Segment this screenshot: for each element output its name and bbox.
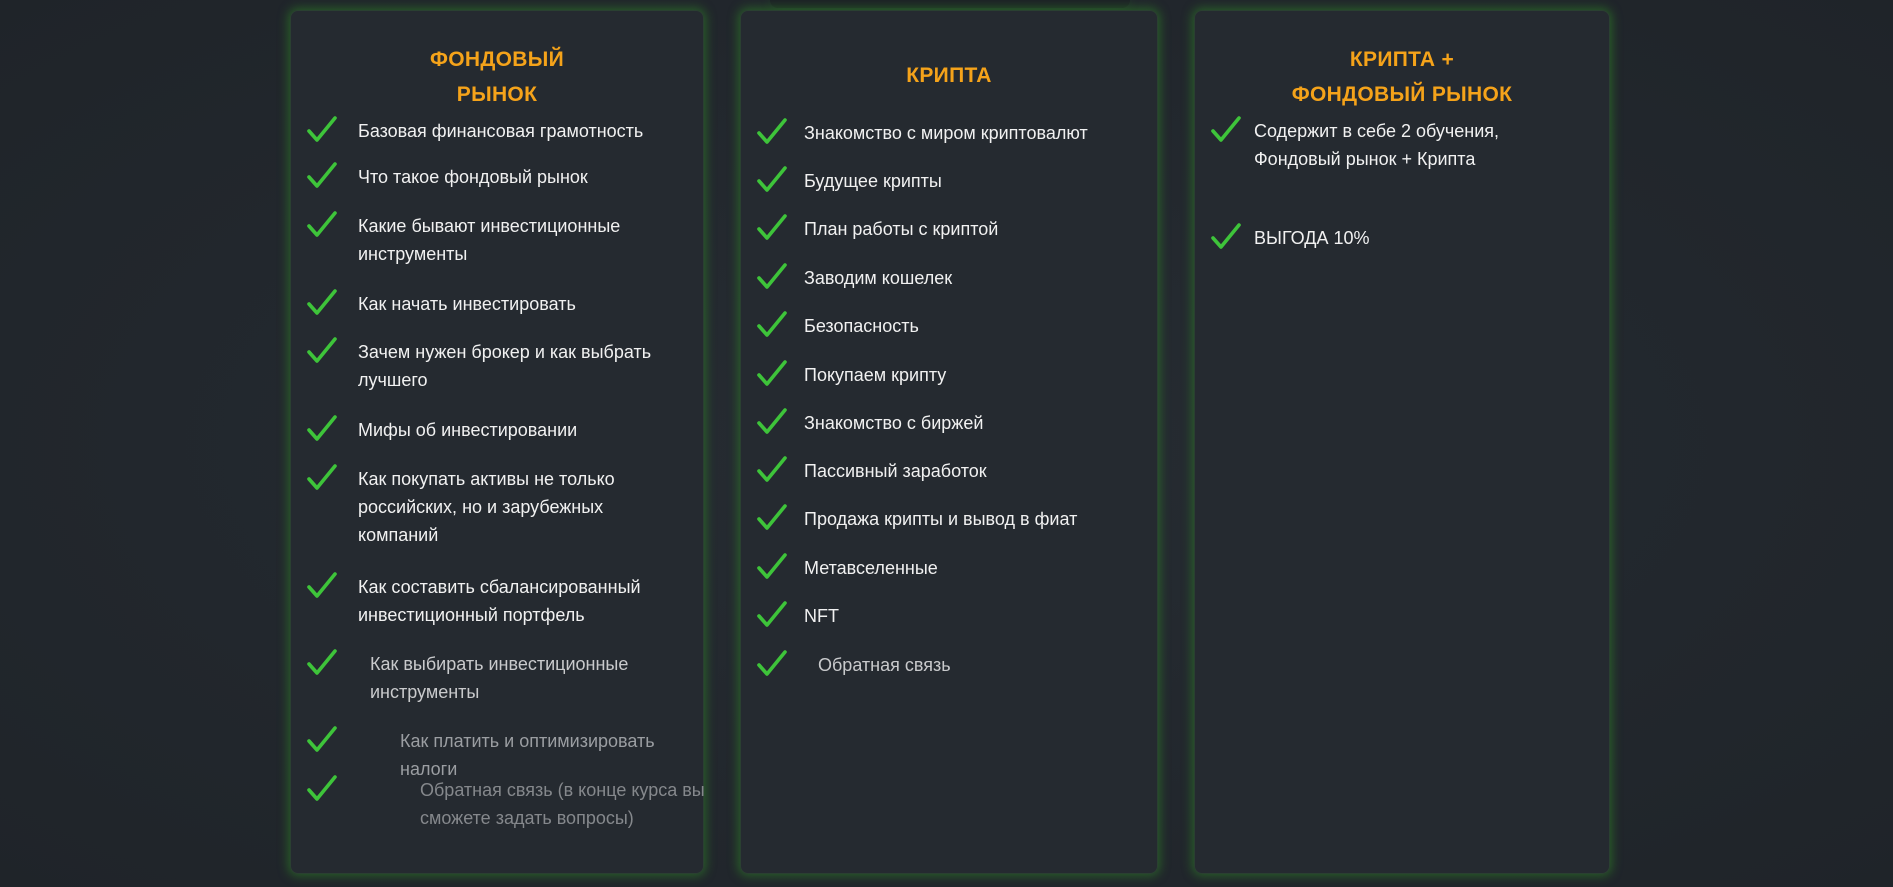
checkmark-icon bbox=[306, 161, 338, 191]
checkmark-icon bbox=[306, 336, 338, 366]
card-title-line: РЫНОК bbox=[456, 83, 538, 106]
card-title bbox=[740, 58, 1158, 93]
list-item-label: Как покупать активы не только российских, но и зарубежных компаний bbox=[358, 469, 615, 545]
checkmark-icon bbox=[756, 213, 788, 243]
checkmark-icon bbox=[756, 455, 788, 485]
list-item-label: Содержит в себе 2 обучения, Фондовый рынок + Крипта bbox=[1254, 121, 1500, 169]
plan-card-crypto bbox=[740, 10, 1158, 874]
list-item-label: Зачем нужен брокер и как выбрать лучшего bbox=[358, 342, 652, 390]
list-item-label: Обратная связь bbox=[818, 655, 951, 675]
list-item-label: Как выбирать инвестиционные инструменты bbox=[370, 654, 629, 702]
card-title-line: ФОНДОВЫЙ bbox=[430, 48, 564, 71]
list-item-label: Что такое фондовый рынок bbox=[358, 167, 588, 187]
checkmark-icon bbox=[1210, 222, 1242, 252]
list-item-label: Мифы об инвестировании bbox=[358, 420, 578, 440]
plan-card-bundle bbox=[1194, 10, 1610, 874]
checkmark-icon bbox=[756, 649, 788, 679]
card-title-line: КРИПТА bbox=[906, 64, 992, 87]
list-item-label: Покупаем крипту bbox=[804, 365, 947, 385]
checkmark-icon bbox=[756, 503, 788, 533]
checkmark-icon bbox=[306, 463, 338, 493]
checkmark-icon bbox=[306, 210, 338, 240]
list-item-label: Продажа крипты и вывод в фиат bbox=[804, 509, 1078, 529]
checkmark-icon bbox=[756, 262, 788, 292]
list-item-label: Будущее крипты bbox=[804, 171, 942, 191]
list-item-label: Знакомство с миром криптовалют bbox=[804, 123, 1088, 143]
checkmark-icon bbox=[756, 600, 788, 630]
checkmark-icon bbox=[306, 648, 338, 678]
list-item-label: Какие бывают инвестиционные инструменты bbox=[358, 216, 621, 264]
card-title bbox=[1194, 42, 1610, 112]
list-item-label: Обратная связь (в конце курса вы сможете задать вопросы) bbox=[420, 780, 705, 828]
checkmark-icon bbox=[306, 774, 338, 804]
list-item-label: Безопасность bbox=[804, 316, 919, 336]
list-item-label: ВЫГОДА 10% bbox=[1254, 228, 1370, 248]
checkmark-icon bbox=[306, 288, 338, 318]
checkmark-icon bbox=[756, 552, 788, 582]
checkmark-icon bbox=[756, 359, 788, 389]
list-item-label: Как начать инвестировать bbox=[358, 294, 576, 314]
card-title-line: ФОНДОВЫЙ РЫНОК bbox=[1291, 83, 1513, 106]
checkmark-icon bbox=[756, 310, 788, 340]
list-item-label: Как составить сбалансированный инвестиционный портфель bbox=[358, 577, 641, 625]
list-item-label: План работы с криптой bbox=[804, 219, 999, 239]
list-item-label: Заводим кошелек bbox=[804, 268, 953, 288]
checkmark-icon bbox=[1210, 115, 1242, 145]
card-title-line: КРИПТА + bbox=[1349, 48, 1455, 71]
list-item-label: Как платить и оптимизировать налоги bbox=[400, 731, 655, 779]
checkmark-icon bbox=[756, 165, 788, 195]
list-item-label: Пассивный заработок bbox=[804, 461, 987, 481]
plan-card-stock-market bbox=[290, 10, 704, 874]
card-title bbox=[290, 42, 704, 112]
list-item-label: NFT bbox=[804, 606, 839, 626]
list-item-label: Базовая финансовая грамотность bbox=[358, 121, 644, 141]
checkmark-icon bbox=[756, 407, 788, 437]
list-item-label: Метавселенные bbox=[804, 558, 938, 578]
checkmark-icon bbox=[306, 725, 338, 755]
checkmark-icon bbox=[756, 117, 788, 147]
checkmark-icon bbox=[306, 414, 338, 444]
top-decoration bbox=[770, 0, 1130, 8]
checkmark-icon bbox=[306, 571, 338, 601]
checkmark-icon bbox=[306, 115, 338, 145]
list-item-label: Знакомство с биржей bbox=[804, 413, 984, 433]
